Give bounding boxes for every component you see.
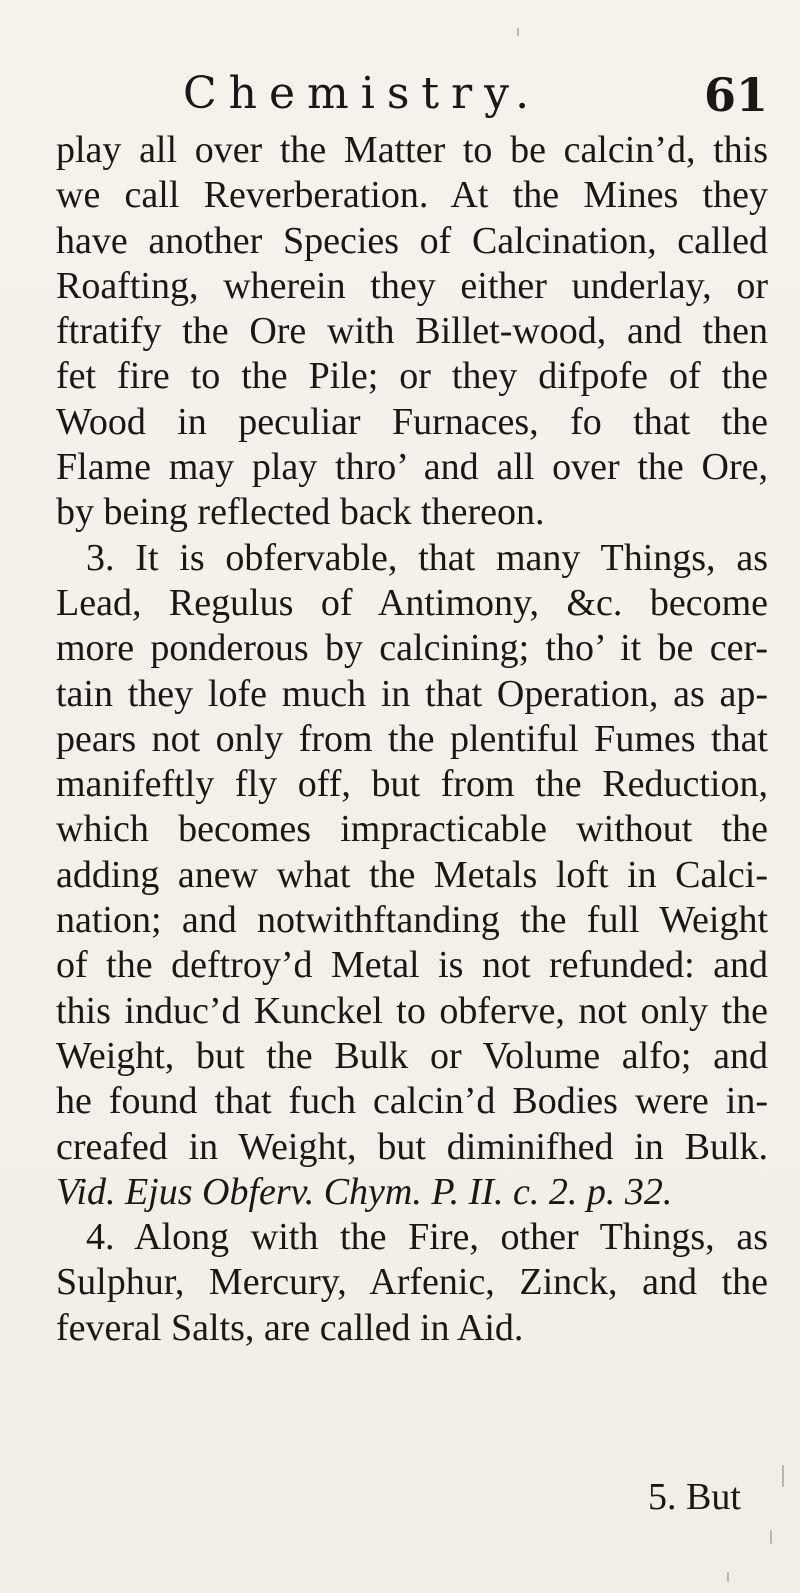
citation-line: Vid. Ejus Obferv. Chym. P. II. c. 2. p. 32.	[56, 1170, 673, 1213]
text-line: we call Reverberation. At the Mines they	[56, 174, 768, 217]
text-line: fet fire to the Pile; or they difpofe of the	[56, 355, 768, 398]
text-line: Weight, but the Bulk or Volume alfo; and	[56, 1034, 768, 1077]
text-line: creafed in Weight, but diminifhed in Bulk.	[56, 1125, 768, 1168]
body-text	[56, 128, 768, 1351]
text-line: pears not only from the plentiful Fumes that	[56, 717, 768, 760]
text-line: tain they lofe much in that Operation, as ap-	[56, 672, 768, 715]
paragraph-4-start: 4. Along with the Fire, other Things, as	[86, 1216, 768, 1259]
text-line: feveral Salts, are called in Aid.	[56, 1306, 524, 1349]
text-line: ftratify the Ore with Billet-wood, and then	[56, 310, 768, 353]
running-head: Chemistry.	[183, 68, 542, 119]
page-blemish	[517, 28, 519, 36]
text-line: Wood in peculiar Furnaces, fo that the	[56, 400, 768, 443]
text-line: manifeftly fly off, but from the Reduction,	[56, 763, 768, 806]
text-line: Roafting, wherein they either underlay, or	[56, 264, 768, 307]
page-blemish	[770, 1530, 772, 1544]
page-number: 61	[703, 68, 768, 122]
text-line: play all over the Matter to be calcin’d, this	[56, 129, 768, 171]
text-line: this induc’d Kunckel to obferve, not only the	[56, 989, 768, 1032]
text-line: Lead, Regulus of Antimony, &c. become	[56, 581, 768, 624]
text-line: which becomes impracticable without the	[56, 808, 768, 851]
text-line: have another Species of Calcination, called	[56, 219, 768, 262]
page-blemish	[782, 1465, 784, 1487]
page-blemish	[727, 1572, 729, 1582]
text-line: Sulphur, Mercury, Arfenic, Zinck, and the	[56, 1261, 768, 1304]
text-line: Flame may play thro’ and all over the Ore,	[56, 446, 768, 489]
paragraph-3-start: 3. It is obfervable, that many Things, as	[86, 536, 768, 579]
text-line: of the deftroy’d Metal is not refunded: and	[56, 944, 768, 987]
text-line: adding anew what the Metals loft in Calci-	[56, 853, 768, 896]
text-line: he found that fuch calcin’d Bodies were in-	[56, 1080, 768, 1123]
catchword: 5. But	[648, 1476, 741, 1518]
page-header	[183, 68, 768, 128]
text-line: nation; and notwithftanding the full Weight	[56, 899, 768, 942]
text-line: by being reflected back thereon.	[56, 491, 545, 534]
text-line: more ponderous by calcining; tho’ it be cer-	[56, 627, 768, 670]
